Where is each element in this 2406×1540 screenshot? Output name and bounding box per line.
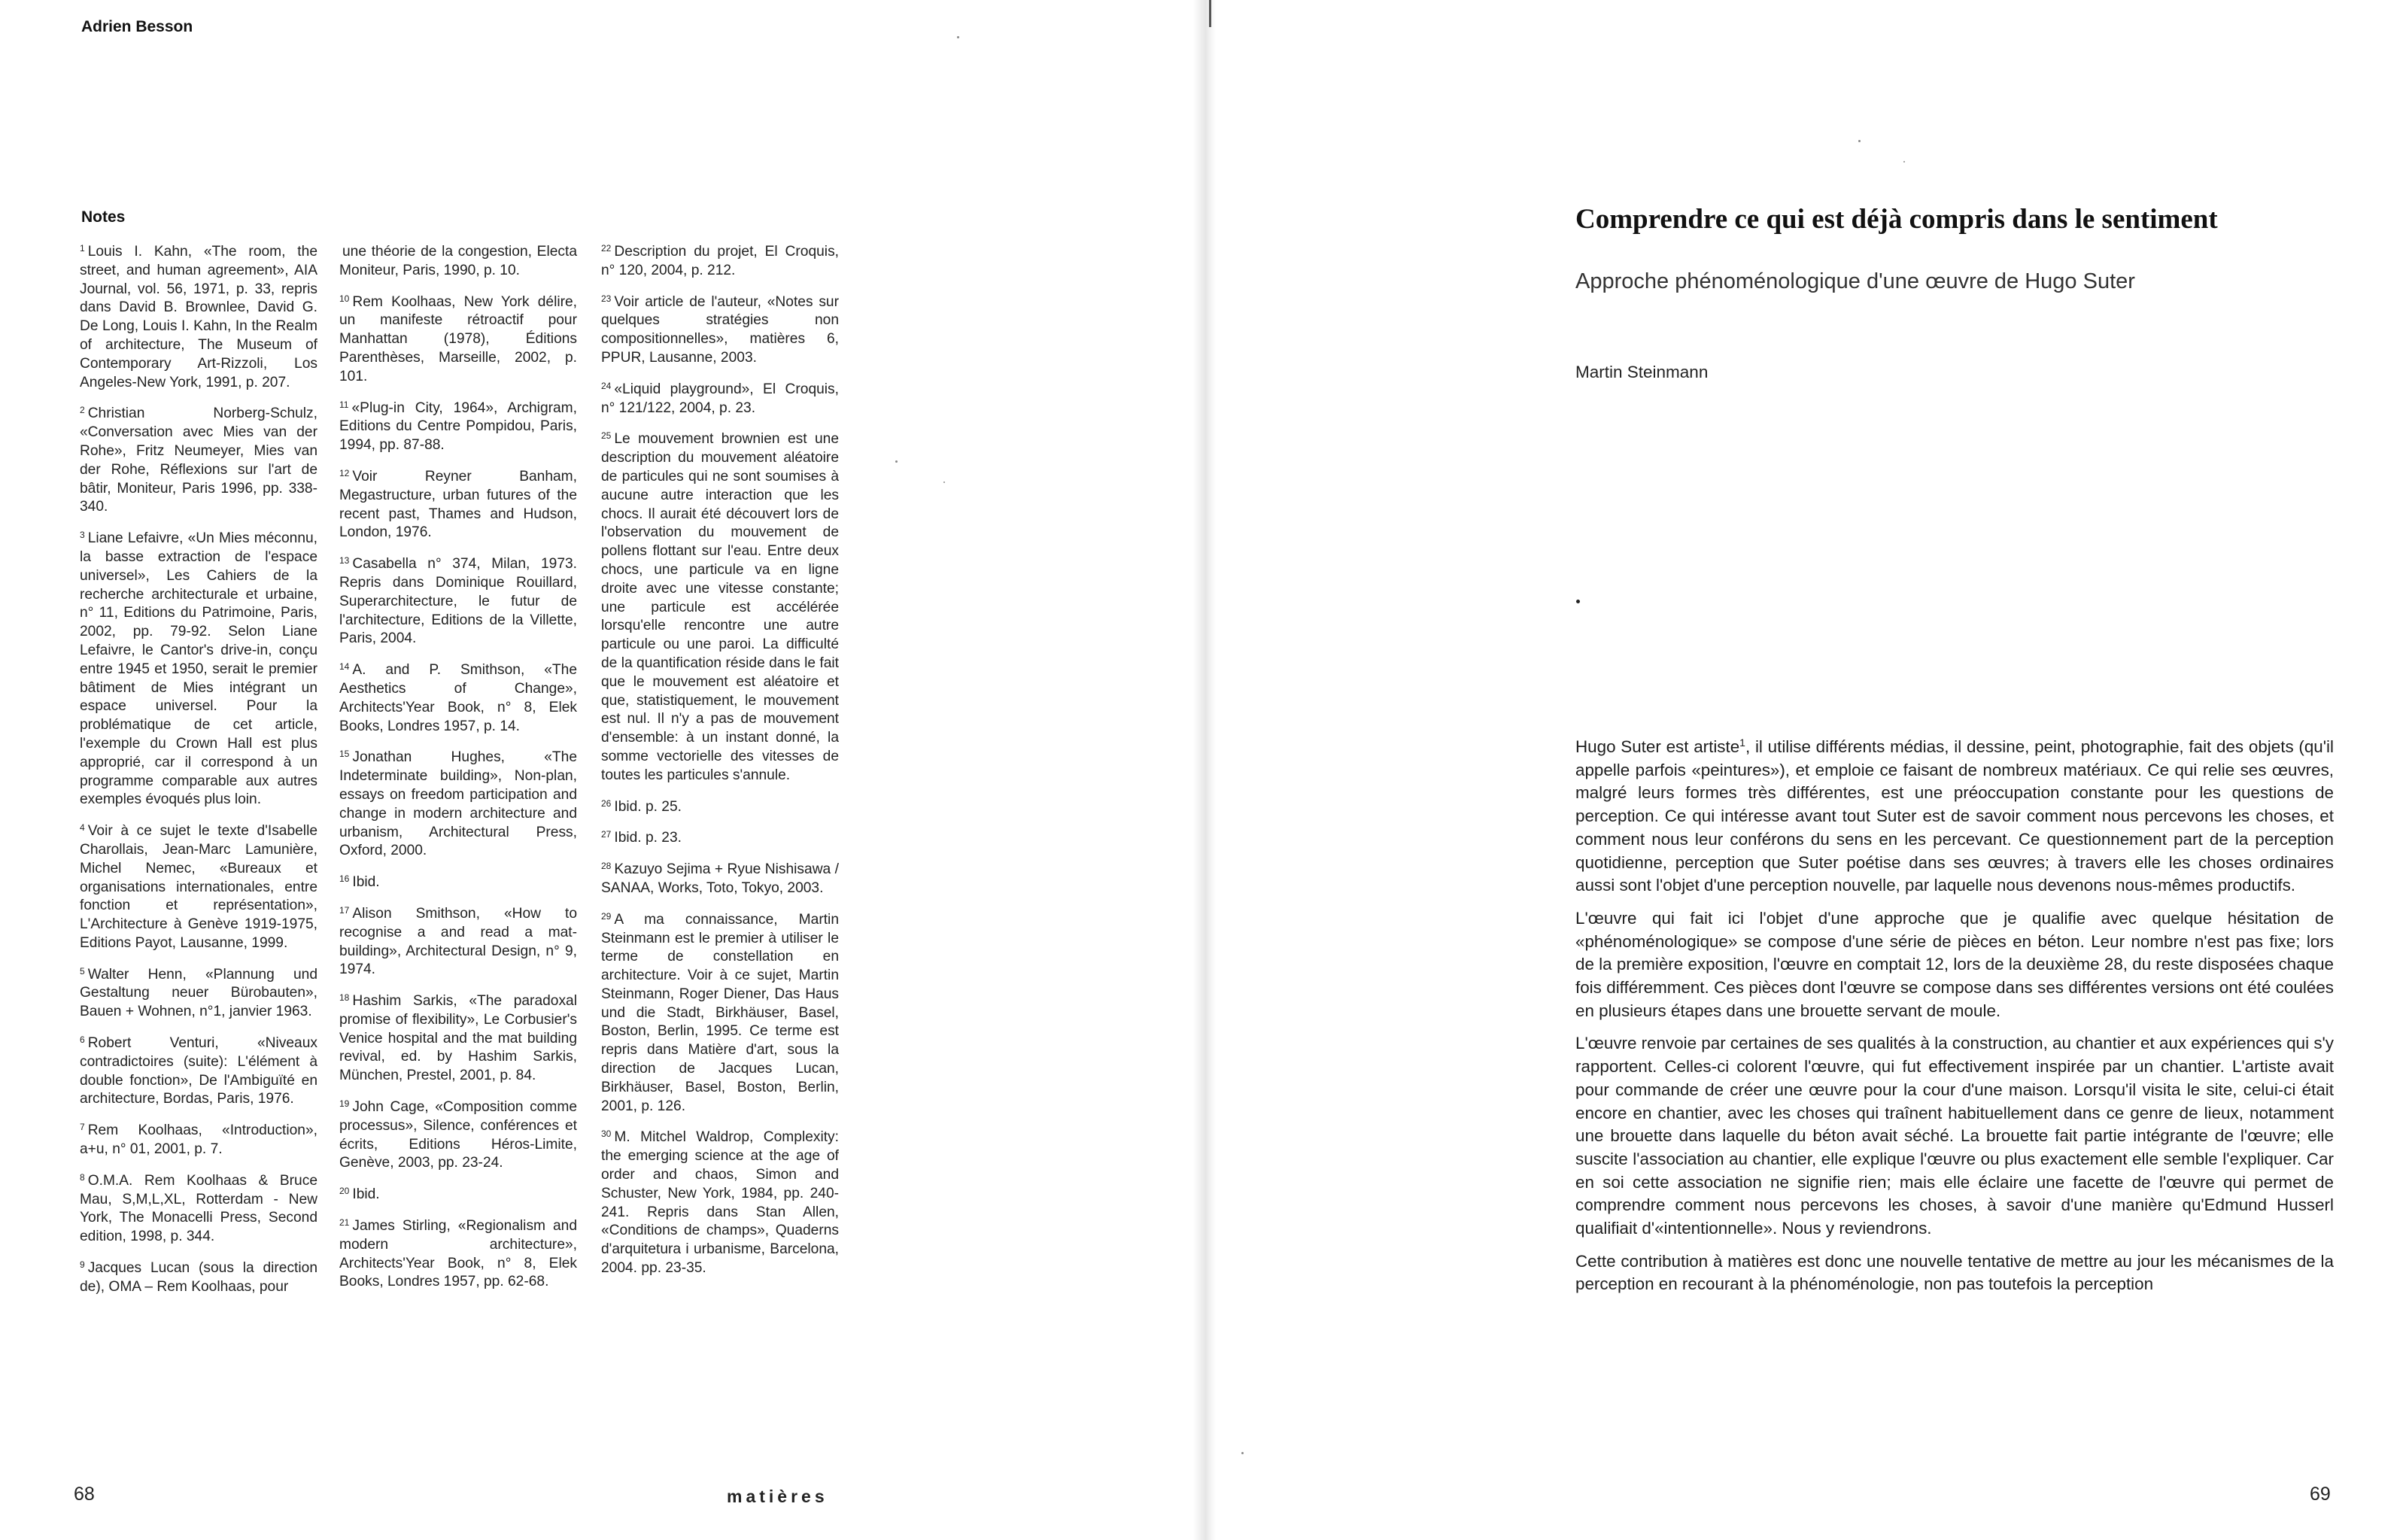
paragraph: L'œuvre renvoie par certaines de ses qualités à la construction, au chantier et aux expériences qui s'y rapportent. Celles-ci colorent l'œuvre, qui fut effectivement inspirée par un chantier. L'artiste avait pour commande de créer une œuvre pour la cour d'une maison. Lorsqu'il visita le site, celui-ci était encore en chantier, avec les choses qui traînent habituellement dans ce genre de lieux, notamment une brouette dans laquelle du béton avait séché. La brouette fait partie intégrante de l'œuvre; elle suscite l'association au chantier, elle explique l'œuvre ou plus exactement elle semble l'expliquer. Car en soi cette association ne signifie rien; mais elle éclaire une facette de l'œuvre qui permet de comprendre comment nous percevons les choses, à savoir d'une manière qu'Edmund Husserl qualifiait d'«intentionnelle». Nous y reviendrons. [1575, 1034, 2334, 1238]
page-number-right: 69 [2310, 1484, 2331, 1505]
note: $^{28}$ Kazuyo Sejima + Ryue Nishisawa / SANAA, Works, Toto, Tokyo, 2003. [601, 861, 839, 896]
notes-column-3 [601, 243, 839, 1291]
note: $^{10}$ Rem Koolhaas, New York délire, un manifeste rétroactif pour Manhattan (1978), Éditions Parenthèses, Marseille, 2002, p. 101. [339, 293, 577, 384]
paragraph: Hugo Suter est artiste$^1$, il utilise différents médias, il dessine, peint, photographie, fait des objets (qu'il appelle parfois «peintures»), et emploie ce faisant de nombreux matériaux. Ce qui relie ses œuvres, malgré leurs formes très différentes, est une préoccupation constante pour les questions de perception. Ce qui intéresse avant tout Suter est de savoir comment nous percevons les choses, et comment nous leur conférons du sens en les percevant. Ce questionnement part de la perception quotidienne, perception que Suter poétise dans ses œuvres; à travers elle les choses ordinaires aussi sont l'objet d'une perception nouvelle, par laquelle nous devenons nous-mêmes productifs. [1575, 737, 2334, 895]
note: $^{18}$ Hashim Sarkis, «The paradoxal promise of flexibility», Le Corbusier's Venice hospital and the mat building revival, ed. by Hashim Sarkis, München, Prestel, 2001, p. 84. [339, 992, 577, 1084]
note: $^{22}$ Description du projet, El Croquis, n° 120, 2004, p. 212. [601, 243, 839, 278]
note: $^{14}$ A. and P. Smithson, «The Aesthetics of Change», Architects'Year Book, n° 8, Elek Books, Londres 1957, p. 14. [339, 661, 577, 734]
scan-speck [957, 36, 959, 38]
notes-column-2 [339, 243, 577, 1305]
note: $^{13}$ Casabella n° 374, Milan, 1973. Repris dans Dominique Rouillard, Superarchitecture, le futur de l'architecture, Editions de la Villette, Paris, 2004. [339, 555, 577, 647]
note: $^6$ Robert Venturi, «Niveaux contradictoires (suite): L'élément à double fonction», De l'Ambiguïté en architecture, Bordas, Paris, 1976. [80, 1034, 317, 1107]
note: $^{30}$ M. Mitchel Waldrop, Complexity: the emerging science at the age of order and chaos, Simon and Schuster, New York, 1984, pp. 240-241. Repris dans Stan Allen, «Conditions de champs», Quaderns d'arquitetura i urbanisme, Barcelona, 2004. pp. 23-35. [601, 1128, 839, 1277]
note: $^1$ Louis I. Kahn, «The room, the street, and human agreement», AIA Journal, vol. 56, 1971, p. 33, repris dans David B. Brownlee, David G. De Long, Louis I. Kahn, In the Realm of architecture, The Museum of Contemporary Art-Rizzoli, Los Angeles-New York, 1991, p. 207. [80, 243, 317, 390]
notes-column-1 [80, 243, 317, 1310]
note: $^{26}$ Ibid. p. 25. [601, 797, 682, 815]
article-subtitle: Approche phénoménologique d'une œuvre de Hugo Suter [1575, 269, 2135, 293]
note: $^{19}$ John Cage, «Composition comme processus», Silence, conférences et écrits, Editions Héros-Limite, Genève, 2003, pp. 23-24. [339, 1098, 577, 1171]
article-author: Martin Steinmann [1575, 363, 1709, 381]
note: $^2$ Christian Norberg-Schulz, «Conversation avec Mies van der Rohe», Fritz Neumeyer, Mies van der Rohe, Réflexions sur l'art de bâtir, Moniteur, Paris 1996, pp. 338-340. [80, 405, 317, 515]
scan-speck [1241, 1452, 1244, 1454]
scan-speck [1858, 140, 1861, 142]
running-head-author: Adrien Besson [81, 18, 193, 35]
left-page [0, 0, 1202, 1540]
note: $^4$ Voir à ce sujet le texte d'Isabelle Charollais, Jean-Marc Lamunière, Michel Nemec, «Bureaux et organisations internationales, entre fonction et représentation», L'Architecture à Genève 1919-1975, Editions Payot, Lausanne, 1999. [80, 822, 317, 951]
note: une théorie de la congestion, Electa Moniteur, Paris, 1990, p. 10. [339, 244, 577, 278]
article-body [1575, 736, 2334, 1306]
note: $^{17}$ Alison Smithson, «How to recognise a and read a mat-building», Architectural Design, n° 9, 1974. [339, 904, 577, 978]
scan-speck [1903, 161, 1905, 163]
gutter-mark [1209, 0, 1211, 27]
note: $^{12}$ Voir Reyner Banham, Megastructure, urban futures of the recent past, Thames and Hudson, London, 1976. [339, 467, 577, 541]
note: $^8$ O.M.A. Rem Koolhaas & Bruce Mau, S,M,L,XL, Rotterdam - New York, The Monacelli Press, Second edition, 1998, p. 344. [80, 1171, 317, 1245]
note: $^{16}$ Ibid. [339, 873, 380, 891]
bullet-dot [1576, 600, 1580, 603]
article-title: Comprendre ce qui est déjà compris dans le sentiment [1575, 204, 2218, 235]
gutter-shadow [1193, 0, 1216, 1540]
note: $^9$ Jacques Lucan (sous la direction de), OMA – Rem Koolhaas, pour [80, 1259, 317, 1295]
note: $^{25}$ Le mouvement brownien est une description du mouvement aléatoire de particules qui ne sont soumises à aucune autre interaction que les chocs. Il aurait été découvert lors de l'observation du mouvement de pollens flottant sur l'eau. Entre deux chocs, une particule va en ligne droite avec une vitesse constante; une particule est accélérée lorsqu'elle rencontre une autre particule ou une paroi. La difficulté de la quantification réside dans le fait que le mouvement est aléatoire et que, statistiquement, le mouvement est nul. Il n'y a pas de mouvement d'ensemble: à un instant donné, la somme vectorielle des vitesses de toutes les particules s'annule. [601, 430, 839, 783]
note: $^{29}$ A ma connaissance, Martin Steinmann est le premier à utiliser le terme de constellation en architecture. Voir à ce sujet, Martin Steinmann, Roger Diener, Das Haus und die Stadt, Birkhäuser, Basel, Boston, Berlin, 1995. Ce terme est repris dans Matière d'art, sous la direction de Jacques Lucan, Birkhäuser, Basel, Boston, Berlin, 2001, p. 126. [601, 910, 839, 1114]
paragraph: Cette contribution à matières est donc une nouvelle tentative de mettre au jour les mécanismes de la perception en recourant à la phénoménologie, non pas toutefois la perception [1575, 1251, 2334, 1294]
note: $^5$ Walter Henn, «Plannung und Gestaltung neuer Bürobauten», Bauen + Wohnen, n°1, janvier 1963. [80, 965, 317, 1020]
note: $^{24}$ «Liquid playground», El Croquis, n° 121/122, 2004, p. 23. [601, 380, 839, 416]
notes-heading: Notes [81, 208, 126, 226]
note: $^7$ Rem Koolhaas, «Introduction», a+u, n° 01, 2001, p. 7. [80, 1122, 317, 1158]
note: $^{27}$ Ibid. p. 23. [601, 829, 682, 846]
scan-speck [943, 481, 945, 483]
note: $^{23}$ Voir article de l'auteur, «Notes sur quelques stratégies non compositionnelles», matières 6, PPUR, Lausanne, 2003. [601, 293, 839, 366]
journal-name: matières [727, 1487, 828, 1506]
scan-speck [895, 460, 898, 463]
page-number-left: 68 [74, 1484, 95, 1505]
note: $^{15}$ Jonathan Hughes, «The Indeterminate building», Non-plan, essays on freedom participation and change in modern architecture and urbanism, Architectural Press, Oxford, 2000. [339, 749, 577, 859]
note: $^{20}$ Ibid. [339, 1186, 380, 1203]
paragraph: L'œuvre qui fait ici l'objet d'une approche que je qualifie avec quelque hésitation de «phénoménologique» se compose d'une série de pièces en béton. Leur nombre n'est pas fixe; lors de la première exposition, l'œuvre en comptait 12, lors de la deuxième 28, du reste disposées chaque fois différemment. Ces pièces dont l'œuvre se compose dans ses différentes versions ont été coulées en plusieurs étapes dans une brouette servant de moule. [1575, 908, 2334, 1020]
note: $^{11}$ «Plug-in City, 1964», Archigram, Editions du Centre Pompidou, Paris, 1994, pp. 87-88. [339, 399, 577, 454]
note: $^3$ Liane Lefaivre, «Un Mies méconnu, la basse extraction de l'espace universel», Les Cahiers de la recherche architecturale et urbaine, n° 11, Editions du Patrimoine, Paris, 2002, pp. 79-92. Selon Liane Lefaivre, le Cantor's drive-in, conçu entre 1945 et 1950, serait le premier bâtiment de Mies intégrant un espace universel. Pour la problématique de cet article, l'exemple du Crown Hall est plus approprié, car il correspond à un programme comparable aux autres exemples évoqués plus loin. [80, 530, 317, 808]
note: $^{21}$ James Stirling, «Regionalism and modern architecture», Architects'Year Book, n° 8, Elek Books, Londres 1957, pp. 62-68. [339, 1217, 577, 1290]
